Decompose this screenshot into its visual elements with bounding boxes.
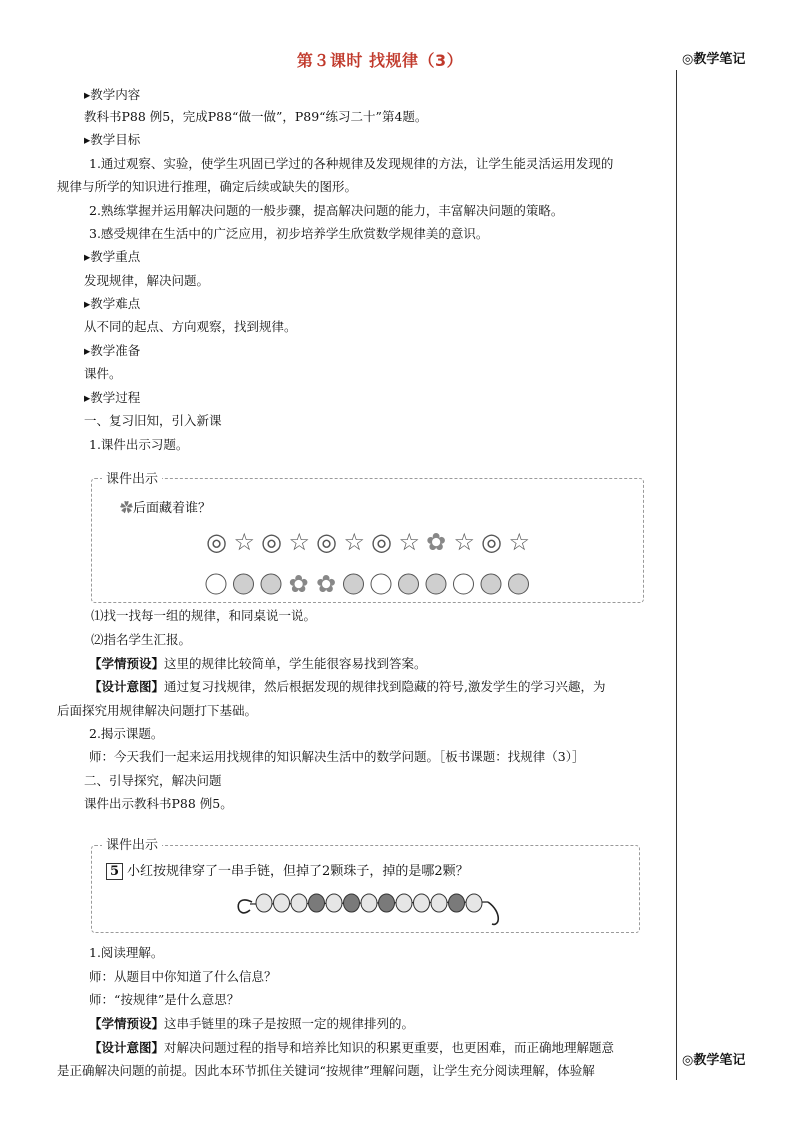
row1-symbol: ✿: [426, 528, 447, 556]
row2-grey-circle: [481, 574, 501, 594]
row1-symbol: ◎: [316, 528, 337, 556]
preset-tag: 【学情预设】: [89, 656, 165, 671]
goals-heading: ▸教学目标: [84, 132, 141, 147]
difficulty-body: 从不同的起点、方向观察，找到规律。: [84, 319, 297, 334]
step-1-heading: 一、复习旧知，引入新课: [84, 413, 222, 428]
question-1: ⑴找一找每一组的规律，和同桌说一说。: [91, 608, 317, 623]
row1-symbol: ◎: [206, 528, 227, 556]
row1-symbol: ☆: [508, 528, 531, 556]
bead-light: [361, 894, 377, 912]
prep-body: 课件。: [84, 366, 122, 381]
process-heading: ▸教学过程: [84, 390, 141, 405]
preset-2: [89, 1013, 674, 1035]
intent-text: 对解决问题过程的指导和培养比知识的积累更重要，也更困难，而正确地理解题意: [164, 1040, 615, 1055]
row2-grey-circle: [426, 574, 446, 594]
question-2: ⑵指名学生汇报。: [91, 632, 192, 647]
prep-heading: ▸教学准备: [84, 343, 141, 358]
box-question-1: [120, 497, 211, 516]
goal-2: 2.熟练掌握并运用解决问题的一般步骤，提高解决问题的能力，丰富解决问题的策略。: [89, 203, 564, 218]
key-body: 发现规律，解决问题。: [84, 273, 210, 288]
goal-1-line-2: 规律与所学的知识进行推理，确定后续或缺失的图形。: [57, 179, 358, 194]
box-question-2-text: 小红按规律穿了一串手链，但掉了2颗珠子，掉的是哪2颗？: [127, 864, 469, 879]
row2-grey-circle: [234, 574, 254, 594]
row2-grey-circle: [261, 574, 281, 594]
intent-1-line-1: [89, 676, 674, 698]
row2-white-circle: [371, 574, 391, 594]
bead-light: [256, 894, 272, 912]
goal-3: 3.感受规律在生活中的广泛应用，初步培养学生欣赏数学规律美的意识。: [89, 226, 489, 241]
intent-2-line-2: 是正确解决问题的前提。因此本环节抓住关键词“按规律”理解问题，让学生充分阅读理解，体验解: [57, 1063, 595, 1078]
step-2-heading: 二、引导探究，解决问题: [84, 773, 222, 788]
step-1-1: 1.课件出示习题。: [89, 437, 189, 452]
bead-light: [274, 894, 290, 912]
intent-tag: 【设计意图】: [89, 679, 165, 694]
row1-symbol: ◎: [481, 528, 502, 556]
bead-dark: [309, 894, 325, 912]
row2-symbol: ✿: [316, 570, 337, 598]
intent-tag: 【设计意图】: [89, 1040, 165, 1055]
bead-dark: [449, 894, 465, 912]
row1-symbol: ☆: [288, 528, 311, 556]
teacher-line-3: 师：“按规律”是什么意思？: [89, 992, 240, 1007]
bead-dark: [344, 894, 360, 912]
bead-light: [291, 894, 307, 912]
row2-symbol: ✿: [288, 570, 309, 598]
intent-2-line-1: [89, 1037, 674, 1059]
row1-symbol: ☆: [343, 528, 366, 556]
intent-text: 通过复习找规律，然后根据发现的规律找到隐藏的符号,激发学生的学习兴趣，为: [164, 679, 606, 694]
key-heading: ▸教学重点: [84, 249, 141, 264]
slide-box-1: [91, 472, 644, 603]
row1-symbol: ◎: [371, 528, 392, 556]
intent-1-line-2: 后面探究用规律解决问题打下基础。: [57, 703, 258, 718]
teacher-line-1: 师：今天我们一起来运用找规律的知识解决生活中的数学问题。［板书课题：找规律（3）］: [89, 749, 585, 764]
slide-box-2: [91, 838, 640, 933]
content-body: 教科书P88 例5，完成P88“做一做”，P89“练习二十”第4题。: [84, 109, 428, 124]
row1-symbol: ☆: [453, 528, 476, 556]
row2-grey-circle: [399, 574, 419, 594]
flower-icon: ✿: [120, 501, 134, 516]
row1-symbol: ◎: [261, 528, 282, 556]
row1-symbol: ☆: [233, 528, 256, 556]
bracelet-image: [230, 882, 510, 928]
preset-1: [89, 653, 674, 675]
preset-text: 这串手链里的珠子是按照一定的规律排列的。: [164, 1016, 415, 1031]
step-2-intro: 课件出示教科书P88 例5。: [84, 796, 233, 811]
bead-dark: [379, 894, 395, 912]
side-note-bottom: ◎教学笔记: [682, 1053, 746, 1068]
box-question-2: [106, 860, 469, 880]
row2-white-circle: [206, 574, 226, 594]
slide-label-2: 课件出示: [102, 834, 162, 853]
row2-grey-circle: [344, 574, 364, 594]
row2-white-circle: [454, 574, 474, 594]
preset-tag: 【学情预设】: [89, 1016, 165, 1031]
bead-light: [396, 894, 412, 912]
content-heading: ▸教学内容: [84, 87, 141, 102]
step-1-2: 2.揭示课题。: [89, 726, 164, 741]
symbol-row-1: [200, 527, 540, 557]
page-title: 第３课时 找规律（3）: [296, 51, 464, 70]
symbol-row-2: [200, 569, 540, 599]
margin-divider: [676, 70, 677, 1080]
row2-grey-circle: [509, 574, 529, 594]
row1-symbol: ☆: [398, 528, 421, 556]
read-step: 1.阅读理解。: [89, 945, 164, 960]
preset-text: 这里的规律比较简单，学生能很容易找到答案。: [164, 656, 427, 671]
difficulty-heading: ▸教学难点: [84, 296, 141, 311]
example-number: 5: [106, 863, 123, 880]
teacher-line-2: 师：从题目中你知道了什么信息？: [89, 969, 277, 984]
goal-1-line-1: 1.通过观察、实验，使学生巩固已学过的各种规律及发现规律的方法，让学生能灵活运用发现的: [89, 156, 614, 171]
slide-label-1: 课件出示: [102, 468, 162, 487]
bead-light: [466, 894, 482, 912]
box-question-1-text: 后面藏着谁？: [133, 501, 212, 516]
bead-light: [326, 894, 342, 912]
side-note-top: ◎教学笔记: [682, 52, 746, 67]
bead-light: [431, 894, 447, 912]
bead-light: [414, 894, 430, 912]
